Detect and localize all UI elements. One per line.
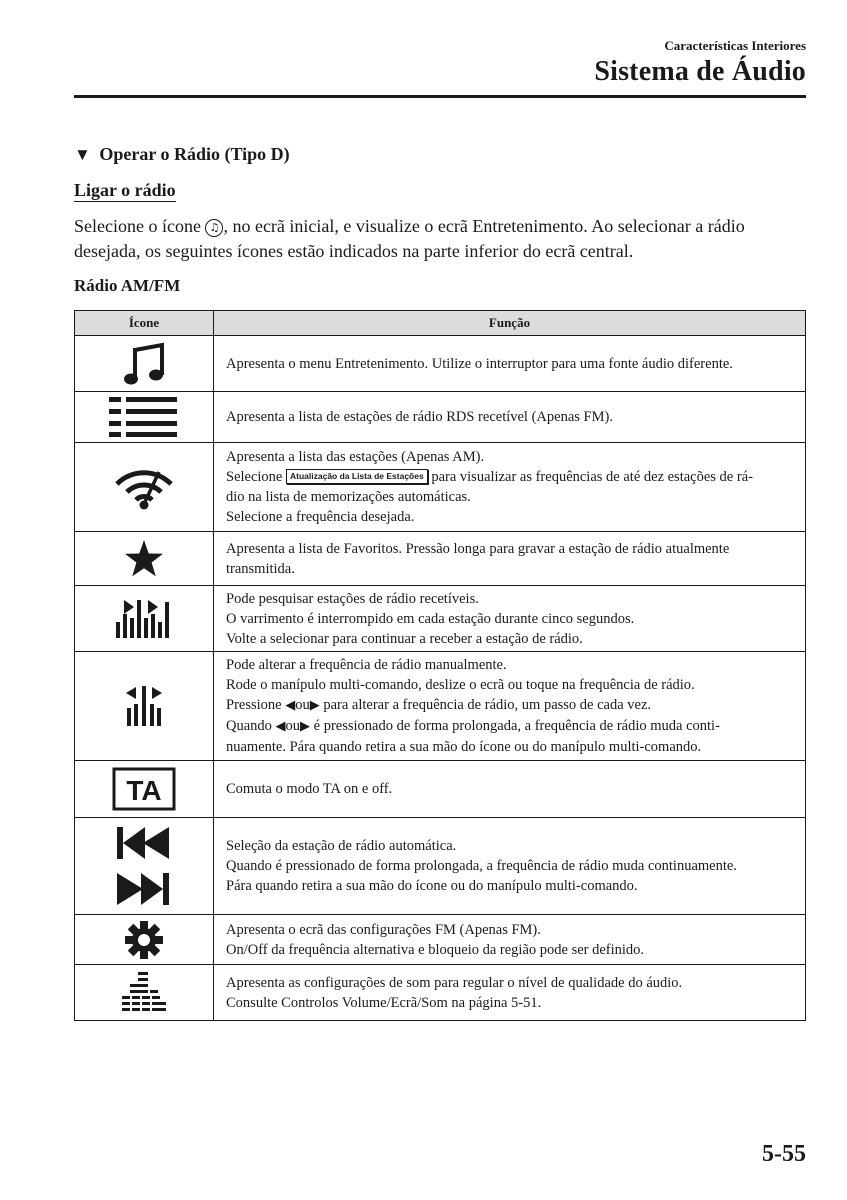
function-text: Apresenta o menu Entretenimento. Utilize o interruptor para uma fonte áudio diferente. bbox=[226, 355, 733, 372]
function-text: O varrimento é interrompido em cada estação durante cinco segundos. bbox=[226, 610, 635, 627]
function-cell bbox=[214, 965, 806, 1021]
section-marker-icon: ▼ bbox=[74, 145, 91, 164]
table-row bbox=[75, 336, 806, 392]
icon-cell bbox=[75, 532, 214, 586]
function-text: Apresenta a lista de Favoritos. Pressão longa para gravar a estação de rádio atualmente bbox=[226, 540, 730, 557]
icon-cell bbox=[75, 965, 214, 1021]
function-text: Apresenta o ecrã das configurações FM (Apenas FM). bbox=[226, 921, 541, 938]
music-note-icon: ♫ bbox=[205, 219, 223, 237]
table-row bbox=[75, 392, 806, 443]
right-arrow-icon: ▶ bbox=[309, 698, 320, 713]
star-icon bbox=[124, 540, 164, 578]
function-text: transmitida. bbox=[226, 560, 295, 577]
function-text: Comuta o modo TA on e off. bbox=[226, 781, 393, 797]
left-arrow-icon: ◀ bbox=[285, 698, 296, 713]
page-number: 5-55 bbox=[762, 1141, 806, 1167]
update-station-list-button: Atualização da Lista de Estações bbox=[286, 469, 428, 484]
function-cell bbox=[214, 652, 806, 761]
section-title-text: Operar o Rádio (Tipo D) bbox=[99, 144, 290, 164]
section-title bbox=[74, 144, 290, 165]
chapter-label: Características Interiores bbox=[664, 38, 806, 53]
text-fragment: ou bbox=[295, 697, 310, 713]
function-cell bbox=[214, 392, 806, 443]
text-fragment: para alterar a frequência de rádio, um passo de cada vez. bbox=[319, 697, 652, 713]
function-cell bbox=[214, 586, 806, 652]
right-arrow-icon: ▶ bbox=[300, 719, 311, 734]
function-text: Pára quando retira a sua mão do ícone ou do manípulo multi-comando. bbox=[226, 878, 638, 894]
function-text: Seleção da estação de rádio automática. bbox=[226, 838, 457, 854]
function-cell bbox=[214, 336, 806, 392]
function-cell bbox=[214, 761, 806, 818]
function-cell bbox=[214, 532, 806, 586]
table-row bbox=[75, 532, 806, 586]
function-text: Rode o manípulo multi-comando, deslize o ecrã ou toque na frequência de rádio. bbox=[226, 677, 695, 693]
icon-cell bbox=[75, 761, 214, 818]
intro-text-before: Selecione o ícone bbox=[74, 216, 206, 236]
function-text: Pode pesquisar estações de rádio recetíveis. bbox=[226, 590, 479, 607]
table-row bbox=[75, 818, 806, 915]
table-row bbox=[75, 965, 806, 1021]
function-text bbox=[226, 716, 795, 737]
intro-text-after: , no ecrã inicial, e visualize o ecrã Entretenimento. Ao selecionar a rádio desejada, os seguintes ícones estão indicados na parte inferior do ecrã central. bbox=[74, 216, 745, 261]
function-text: Consulte Controlos Volume/Ecrã/Som na página 5-51. bbox=[226, 994, 542, 1011]
function-text: dio na lista de memorizações automáticas. bbox=[226, 489, 471, 505]
function-text: On/Off da frequência alternativa e bloqueio da região pode ser definido. bbox=[226, 941, 645, 958]
music-note-icon bbox=[122, 341, 166, 387]
icon-cell bbox=[75, 652, 214, 761]
function-text bbox=[226, 695, 795, 716]
table-row bbox=[75, 761, 806, 818]
radio-signal-icon bbox=[113, 464, 175, 510]
function-text: Pode alterar a frequência de rádio manualmente. bbox=[226, 657, 507, 673]
table-row bbox=[75, 915, 806, 965]
manual-tune-icon bbox=[122, 686, 166, 726]
function-text: Volte a selecionar para continuar a receber a estação de rádio. bbox=[226, 630, 583, 647]
column-header-icon: Ícone bbox=[75, 311, 214, 336]
table-row bbox=[75, 586, 806, 652]
table-header-row bbox=[75, 311, 806, 336]
function-text: Apresenta as configurações de som para regular o nível de qualidade do áudio. bbox=[226, 974, 683, 991]
function-text: Apresenta a lista de estações de rádio RDS recetível (Apenas FM). bbox=[226, 409, 613, 425]
function-text: Quando é pressionado de forma prolongada, a frequência de rádio muda continuamente. bbox=[226, 858, 737, 874]
icon-cell bbox=[75, 392, 214, 443]
text-fragment: Quando bbox=[226, 718, 276, 734]
text-fragment: para visualizar as frequências de até dez estações de rá- bbox=[427, 469, 753, 485]
page-title: Sistema de Áudio bbox=[594, 56, 806, 87]
seek-forward-icon bbox=[117, 873, 169, 905]
list-icon bbox=[109, 396, 179, 438]
function-text bbox=[226, 467, 795, 487]
ta-icon-text: TA bbox=[126, 775, 162, 806]
icon-cell bbox=[75, 586, 214, 652]
scan-icon bbox=[116, 598, 172, 640]
icon-cell bbox=[75, 443, 214, 532]
ta-icon bbox=[112, 767, 176, 811]
icon-cell bbox=[75, 336, 214, 392]
function-text: nuamente. Pára quando retira a sua mão do ícone ou do manípulo multi-comando. bbox=[226, 739, 702, 755]
table-row bbox=[75, 443, 806, 532]
table-title: Rádio AM/FM bbox=[74, 276, 181, 295]
subsection-title bbox=[74, 180, 176, 202]
column-header-function: Função bbox=[214, 311, 806, 336]
left-arrow-icon: ◀ bbox=[275, 719, 286, 734]
function-cell bbox=[214, 915, 806, 965]
seek-back-icon bbox=[117, 827, 169, 859]
icon-cell bbox=[75, 818, 214, 915]
sound-settings-icon bbox=[122, 972, 166, 1014]
function-text: Apresenta a lista das estações (Apenas AM). bbox=[226, 449, 485, 465]
subsection-title-text: Ligar o rádio bbox=[74, 180, 176, 200]
text-fragment: Pressione bbox=[226, 697, 286, 713]
function-cell bbox=[214, 443, 806, 532]
radio-icons-table bbox=[74, 310, 806, 1021]
text-fragment: Selecione bbox=[226, 469, 286, 485]
seek-icons bbox=[115, 825, 173, 907]
header-rule bbox=[74, 95, 806, 98]
text-fragment: é pressionado de forma prolongada, a frequência de rádio muda conti- bbox=[310, 718, 720, 734]
intro-paragraph bbox=[74, 214, 794, 264]
icon-cell bbox=[75, 915, 214, 965]
text-fragment: ou bbox=[285, 718, 301, 734]
function-cell bbox=[214, 818, 806, 915]
table-row bbox=[75, 652, 806, 761]
function-text: Selecione a frequência desejada. bbox=[226, 509, 415, 525]
gear-icon bbox=[124, 920, 164, 960]
